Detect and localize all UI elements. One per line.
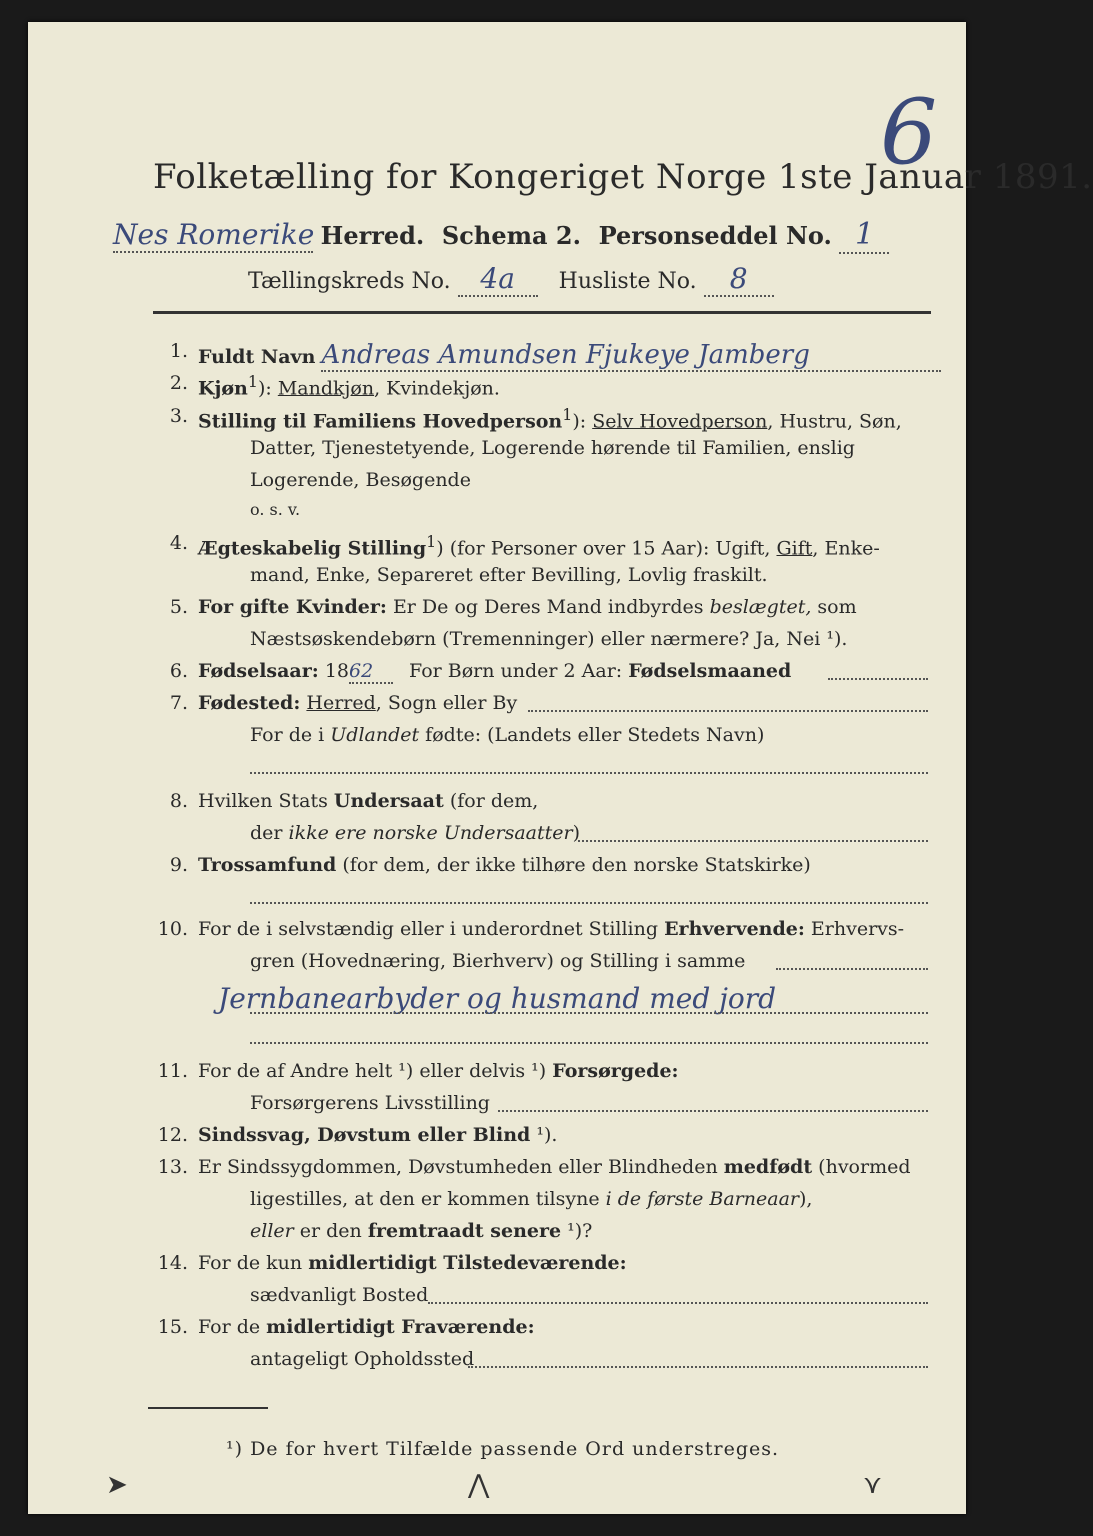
item-8-line2b: ): [572, 822, 580, 844]
item-12-rest: ¹).: [530, 1124, 558, 1146]
item-7-selected: Herred: [306, 692, 376, 714]
personseddel-value: 1: [839, 217, 889, 254]
item-7-line2: [250, 724, 764, 746]
item-14-text: For de kun: [198, 1252, 309, 1274]
item-15-line2: antageligt Opholdssted: [250, 1348, 475, 1370]
item-8-line2a: der: [250, 822, 289, 844]
item-4-number: 4.: [169, 532, 188, 554]
item-14-fill: [428, 1302, 928, 1304]
item-3-line3: Logerende, Besøgende: [250, 469, 471, 491]
item-11-text: For de af Andre helt ¹) eller delvis ¹): [198, 1060, 553, 1082]
item-2: Kjøn$^1$): Mandkjøn, Kvindekjøn.: [198, 372, 500, 400]
item-11-line2: Forsørgerens Livsstilling: [250, 1092, 490, 1114]
item-1-label: Fuldt Navn: [198, 346, 316, 368]
item-6-label: Fødselsaar:: [198, 660, 319, 682]
item-7-line2a: For de i: [250, 724, 331, 746]
header-row-1: [113, 217, 889, 254]
item-6-number: 6.: [169, 660, 188, 682]
item-10-text: For de i selvstændig eller i underordnet Stilling: [198, 918, 665, 940]
item-10-value: Jernbanearbyder og husmand med jord: [218, 982, 777, 1015]
item-7-line2b: fødte: (Landets eller Stedets Navn): [419, 724, 765, 746]
item-15-label: midlertidigt Fraværende:: [266, 1316, 535, 1338]
item-7-fill-2: [250, 772, 928, 774]
footnote-rule: [148, 1407, 268, 1409]
item-10-fill-3: [250, 1042, 928, 1044]
header-row-2: [248, 262, 774, 297]
item-15-fill: [468, 1366, 928, 1368]
item-3-rest: , Hustru, Søn,: [767, 410, 902, 433]
item-8-fill: [578, 840, 928, 842]
item-13-line3c: ¹)?: [561, 1220, 593, 1242]
item-11: [198, 1060, 679, 1082]
item-9-rest: (for dem, der ikke tilhøre den norske Statskirke): [336, 854, 811, 876]
caret-mark-icon: ⋀: [468, 1470, 490, 1500]
form-title: Folketælling for Kongeriget Norge 1ste Januar 1891.: [153, 157, 1093, 197]
item-13-line2i: i de første Barneaar: [605, 1188, 799, 1210]
item-4-line2: mand, Enke, Separeret efter Bevilling, Lovlig fraskilt.: [250, 564, 768, 586]
item-6: [198, 660, 791, 684]
item-13-line3a: er den: [293, 1220, 368, 1242]
item-1: [198, 340, 941, 372]
item-5: [198, 596, 857, 618]
item-2-sup: 1: [247, 372, 258, 391]
herred-label: Herred.: [320, 221, 425, 250]
item-3-line4: o. s. v.: [250, 500, 301, 519]
item-7-label: Fødested:: [198, 692, 301, 714]
item-3-number: 3.: [169, 405, 188, 427]
item-2-selected: Mandkjøn: [277, 377, 375, 400]
item-10-line2: gren (Hovednæring, Bierhverv) og Stilling i samme: [250, 950, 746, 972]
item-9-number: 9.: [169, 854, 188, 876]
item-6-year-value: 62: [349, 660, 393, 684]
item-6-year-prefix: 18: [324, 660, 349, 682]
item-14: [198, 1252, 627, 1274]
item-13-line3: [250, 1220, 592, 1242]
item-13-number: 13.: [157, 1156, 188, 1178]
item-8-line2: [250, 822, 580, 844]
item-12: [198, 1124, 557, 1146]
item-4-text: (for Personer over 15 Aar): Ugift,: [449, 537, 777, 560]
item-3-label: Stilling til Familiens Hovedperson: [198, 410, 563, 433]
item-11-fill: [498, 1110, 928, 1112]
kreds-value: 4a: [458, 262, 538, 297]
personseddel-label: Personseddel No.: [598, 221, 832, 250]
item-10-rest: Erhvervs-: [804, 918, 905, 940]
item-8: [198, 790, 538, 812]
item-10-number: 10.: [157, 918, 188, 940]
item-15: [198, 1316, 535, 1338]
arrow-mark-icon: ➤: [106, 1470, 128, 1500]
item-9-fill: [250, 902, 928, 904]
item-10-label: Erhvervende:: [664, 918, 805, 940]
item-2-number: 2.: [169, 372, 188, 394]
page-number: 6: [880, 80, 938, 185]
husliste-label: Husliste No.: [558, 269, 697, 294]
item-2-label: Kjøn: [198, 377, 248, 400]
item-9-label: Trossamfund: [198, 854, 337, 876]
item-6-label2: Fødselsmaaned: [628, 660, 792, 682]
item-13-line3i: eller: [250, 1220, 294, 1242]
item-13-text: Er Sindssygdommen, Døvstumheden eller Blindheden: [198, 1156, 724, 1178]
item-13-rest: (hvormed: [812, 1156, 911, 1178]
y-mark-icon: ⋎: [863, 1470, 883, 1500]
item-1-value: Andreas Amundsen Fjukeye Jamberg: [321, 340, 941, 372]
item-9: [198, 854, 811, 876]
item-4: Ægteskabelig Stilling$^1$) (for Personer over 15 Aar): Ugift, Gift, Enke-: [198, 532, 880, 560]
item-4-rest: , Enke-: [812, 537, 880, 560]
item-6-text: For Børn under 2 Aar:: [409, 660, 623, 682]
item-4-sup: 1: [426, 532, 437, 551]
census-form: [28, 22, 1093, 1514]
item-10-fill-2: [250, 1012, 928, 1014]
item-10: [198, 918, 904, 940]
item-15-number: 15.: [157, 1316, 188, 1338]
item-5-label: For gifte Kvinder:: [198, 596, 387, 618]
item-5-text: Er De og Deres Mand indbyrdes: [392, 596, 710, 618]
item-13-line2: [250, 1188, 812, 1210]
item-8-label: Undersaat: [333, 790, 444, 812]
item-13: [198, 1156, 911, 1178]
item-7: [198, 692, 517, 714]
item-7-rest: , Sogn eller By: [375, 692, 518, 714]
herred-value: Nes Romerike: [113, 218, 315, 251]
item-3-sup: 1: [562, 405, 573, 424]
husliste-value: 8: [704, 262, 774, 297]
item-7-fill: [528, 710, 928, 712]
item-13-line2b: ),: [799, 1188, 813, 1210]
item-13-line2a: ligestilles, at den er kommen tilsyne: [250, 1188, 606, 1210]
item-5-rest: som: [811, 596, 857, 618]
item-3-selected: Selv Hovedperson: [592, 410, 768, 433]
item-7-line2i: Udlandet: [330, 724, 420, 746]
item-8-rest: (for dem,: [443, 790, 539, 812]
item-12-number: 12.: [157, 1124, 188, 1146]
item-5-line2: Næstsøskendebørn (Tremenninger) eller nærmere? Ja, Nei ¹).: [250, 628, 848, 650]
item-7-number: 7.: [169, 692, 188, 714]
item-4-selected: Gift: [776, 537, 813, 560]
item-2-rest: , Kvindekjøn.: [374, 377, 500, 400]
item-15-text: For de: [198, 1316, 267, 1338]
item-13-line3b: fremtraadt senere: [367, 1220, 562, 1242]
kreds-label: Tællingskreds No.: [248, 269, 451, 294]
schema-label: Schema 2.: [441, 221, 581, 250]
item-12-label: Sindssvag, Døvstum eller Blind: [198, 1124, 531, 1146]
item-8-line2i: ikke ere norske Undersaatter: [288, 822, 573, 844]
item-1-number: 1.: [169, 340, 188, 362]
item-8-text: Hvilken Stats: [198, 790, 334, 812]
item-11-label: Forsørgede:: [552, 1060, 679, 1082]
item-14-line2: sædvanligt Bosted: [250, 1284, 429, 1306]
item-11-number: 11.: [157, 1060, 188, 1082]
item-8-number: 8.: [169, 790, 188, 812]
item-14-number: 14.: [157, 1252, 188, 1274]
item-5-number: 5.: [169, 596, 188, 618]
item-3: Stilling til Familiens Hovedperson$^1$): Selv Hovedperson, Hustru, Søn,: [198, 405, 902, 433]
item-3-line2: Datter, Tjenestetyende, Logerende hørende til Familien, enslig: [250, 437, 855, 459]
item-5-italic: beslægtet,: [709, 596, 812, 618]
header-rule: [153, 311, 931, 314]
item-14-label: midlertidigt Tilstedeværende:: [308, 1252, 627, 1274]
item-13-label: medfødt: [723, 1156, 813, 1178]
item-6-fill: [828, 678, 928, 680]
item-4-label: Ægteskabelig Stilling: [198, 537, 427, 560]
item-10-fill: [776, 968, 928, 970]
footnote: ¹) De for hvert Tilfælde passende Ord understreges.: [226, 1438, 780, 1460]
